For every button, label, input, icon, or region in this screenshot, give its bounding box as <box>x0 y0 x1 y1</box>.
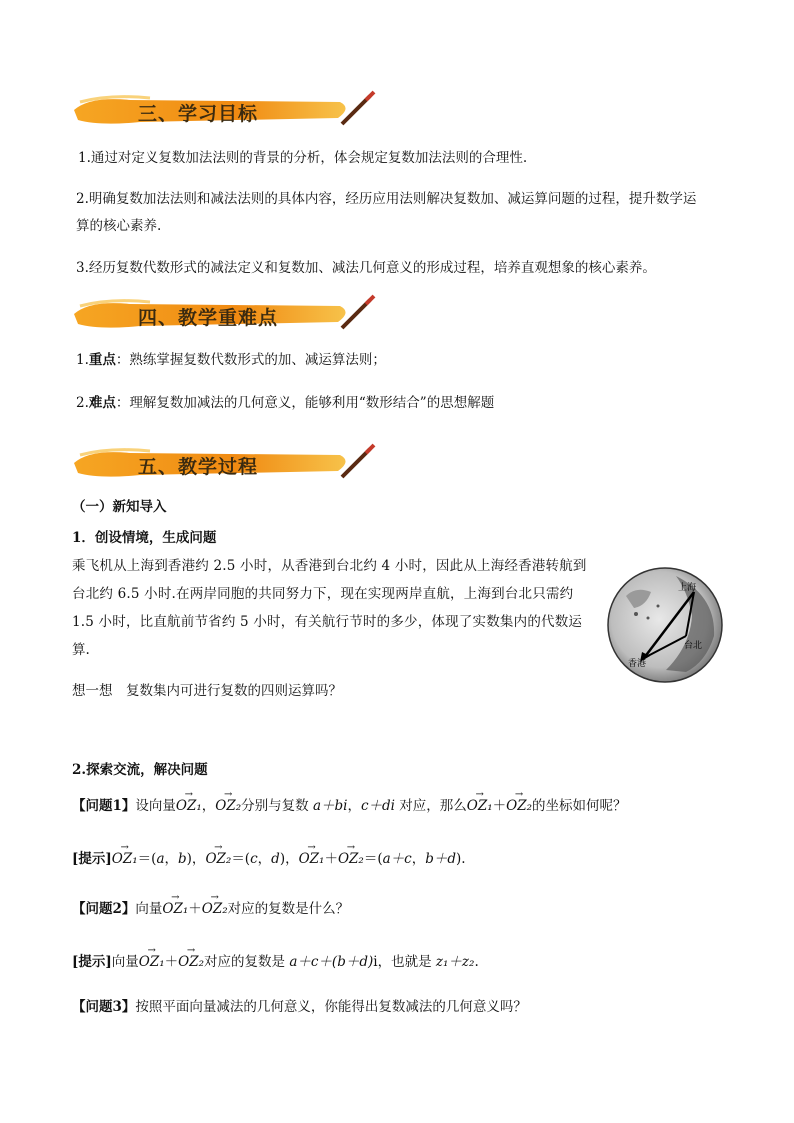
story-line-2: 台北约 6.5 小时.在两岸同胞的共同努力下，现在实现两岸直航，上海到台北只需约 <box>72 586 574 602</box>
h1-vector-oz1b: → OZ₁ <box>299 849 325 869</box>
subsection-intro: （一）新知导入 <box>72 499 167 515</box>
keypoint-2 <box>76 393 494 413</box>
h1-vector-oz1: → OZ₁ <box>112 849 138 869</box>
q1-vector-oz2b: → OZ₂ <box>506 796 532 816</box>
q1-t5: 对应，那么 <box>399 798 467 814</box>
q2-vector-oz2: → OZ₂ <box>202 899 228 919</box>
q3-text: 按照平面向量减法的几何意义，你能得出复数减法的几何意义吗？ <box>135 999 527 1015</box>
pen-icon <box>342 92 374 124</box>
q1-t2: ， <box>201 798 216 814</box>
q1-t7: 的坐标如何呢？ <box>532 798 627 814</box>
q3-label: 【问题3】 <box>72 999 136 1015</box>
label-taibei: 台北 <box>684 641 703 651</box>
q1-t6: ＋ <box>492 798 507 814</box>
h2-t5: . <box>474 954 479 970</box>
label-xianggang: 香港 <box>628 659 647 669</box>
label-shanghai: 上海 <box>678 583 697 593</box>
q1-t4: ， <box>347 798 361 814</box>
q2-t3: 对应的复数是什么？ <box>227 901 350 917</box>
goal-2-line1: 2.明确复数加法法则和减法法则的具体内容，经历应用法则解决复数加、减运算问题的过程，提升数学运 <box>76 191 697 207</box>
h2-t4: i，也就是 <box>373 954 432 970</box>
question-3 <box>72 997 527 1017</box>
h2-t3: 对应的复数是 <box>204 954 286 970</box>
kp1-label: 重点 <box>88 352 116 368</box>
kp2-prefix: 2. <box>76 395 89 411</box>
map-image <box>606 566 724 684</box>
q2-t1: 向量 <box>135 901 163 917</box>
h1-t2: ， <box>164 851 178 867</box>
question-1 <box>72 796 627 816</box>
keypoint-1 <box>76 350 386 370</box>
story-line-3: 1.5 小时，比直航前节省约 5 小时，有关航行节时的多少，体现了实数集内的代数运 <box>72 614 583 630</box>
kp1-prefix: 1. <box>76 352 89 368</box>
q1-t1: 设向量 <box>135 798 176 814</box>
h1-t10: ). <box>456 851 466 867</box>
h1-t3: )， <box>186 851 206 867</box>
kp1-text: ：熟练掌握复数代数形式的加、减运算法则； <box>115 352 386 368</box>
h1-b: b <box>178 851 187 867</box>
q2-vector-oz1: → OZ₁ <box>162 899 188 919</box>
q1-vector-oz1b: → OZ₁ <box>467 796 493 816</box>
section-title-process: 五、教学过程 <box>138 456 259 478</box>
goal-1: 1.通过对定义复数加法法则的背景的分析，体会规定复数加法法则的合理性. <box>78 150 528 166</box>
h2-z-sum: z₁＋z₂ <box>435 954 475 970</box>
section-title-goals: 三、学习目标 <box>138 103 259 125</box>
hint-1 <box>72 849 466 869</box>
step-1-heading: 1．创设情境，生成问题 <box>72 530 217 546</box>
section-title-keypoints: 四、教学重难点 <box>138 307 279 329</box>
h1-t6: )， <box>279 851 299 867</box>
goal-2-line2: 算的核心素养. <box>76 218 162 234</box>
h2-vector-oz2: → OZ₂ <box>178 952 204 972</box>
think-question: 想一想 复数集内可进行复数的四则运算吗？ <box>72 683 342 699</box>
hint-2 <box>72 952 479 972</box>
h2-t1: 向量 <box>111 954 139 970</box>
q1-complex-1: a＋bi <box>312 798 348 814</box>
q1-t3: 分别与复数 <box>241 798 309 814</box>
q1-complex-2: c＋di <box>360 798 395 814</box>
goal-3: 3.经历复数代数形式的减法定义和复数加、减法几何意义的形成过程，培养直观想象的核心素养。 <box>76 260 656 276</box>
h1-t4: ＝( <box>231 851 251 867</box>
h2-label: [提示] <box>72 954 112 970</box>
h1-c: c <box>250 851 258 867</box>
h2-vector-oz1: → OZ₁ <box>139 952 165 972</box>
h1-vector-oz2b: → OZ₂ <box>338 849 364 869</box>
h1-t9: ， <box>411 851 426 867</box>
h1-sum-real: a＋c <box>382 851 412 867</box>
question-2 <box>72 899 349 919</box>
kp2-label: 难点 <box>88 395 116 411</box>
q1-label: 【问题1】 <box>72 798 136 814</box>
h2-t2: ＋ <box>164 954 179 970</box>
step-2-heading: 2.探索交流，解决问题 <box>72 762 208 778</box>
h1-d: d <box>271 851 280 867</box>
q2-label: 【问题2】 <box>72 901 136 917</box>
h1-vector-oz2: → OZ₂ <box>205 849 231 869</box>
h1-t1: ＝( <box>137 851 157 867</box>
h1-t5: ， <box>257 851 272 867</box>
kp2-text: ：理解复数加减法的几何意义，能够利用“数形结合”的思想解题 <box>115 395 495 411</box>
h1-t8: ＝( <box>363 851 383 867</box>
q2-t2: ＋ <box>188 901 202 917</box>
h1-label: [提示] <box>72 851 112 867</box>
h2-expression: a＋c＋(b＋d) <box>289 954 374 970</box>
h1-t7: ＋ <box>324 851 338 867</box>
story-line-1: 乘飞机从上海到香港约 2.5 小时，从香港到台北约 4 小时，因此从上海经香港转航到 <box>72 558 587 574</box>
story-line-4: 算. <box>72 642 90 658</box>
flight-route-map <box>606 566 724 684</box>
pen-icon <box>342 296 374 328</box>
pen-icon <box>342 445 374 477</box>
q1-vector-oz2: → OZ₂ <box>215 796 241 816</box>
q1-vector-oz1: → OZ₁ <box>176 796 202 816</box>
h1-a: a <box>156 851 165 867</box>
h1-sum-imag: b＋d <box>425 851 457 867</box>
